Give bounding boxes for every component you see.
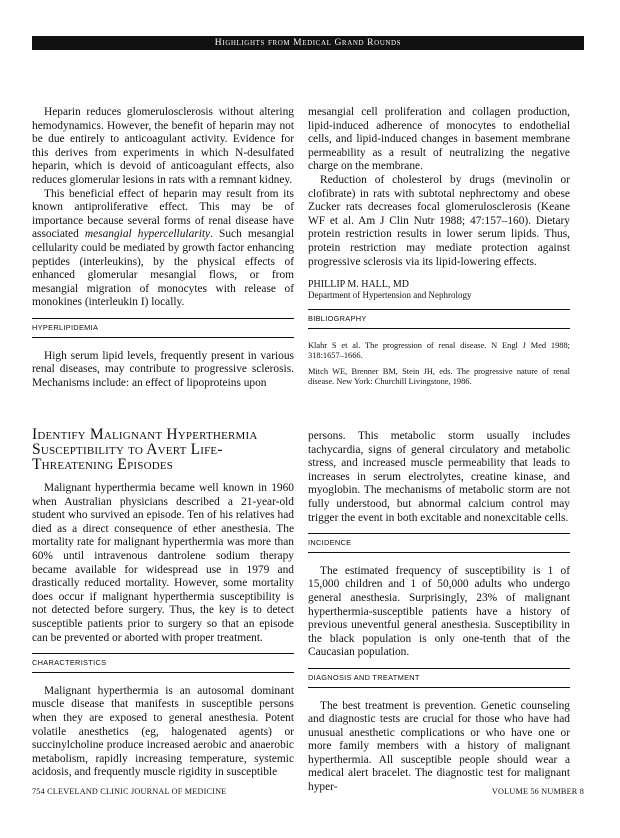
article-title: Identify Malignant Hyperthermia Susceptibility to Avert Life-Threatening Episodes: [32, 426, 258, 473]
reference-item: Klahr S et al. The progression of renal disease. N Engl J Med 1988; 318:1657–1666.: [308, 340, 570, 360]
paragraph: Reduction of cholesterol by drugs (mevinolin or clofibrate) in rats with subtotal nephrectomy and obese Zucker rats decreases focal glomerulosclerosis (Keane WF et al. Am J Clin Nutr 1988; 47:157–160). Dietary protein restriction results in lower serum lipids. Thus, protein restriction may mediate protection against progressive sclerosis via its lipid-lowering effects.: [308, 173, 570, 268]
paragraph: This beneficial effect of heparin may result from its known antiproliferative effect. This may be of importance because several forms of renal disease have associated mesangial hypercellularity. Such mesangial cellularity could be mediated by growth factor enhancing peptides (interleukins), by the physical effects of enhanced glomerular mesangial flows, or from mesangial migration of monocytes with release of monokines (interleukin I) locally.: [32, 187, 295, 309]
top-left-column: [32, 106, 294, 390]
footer-right: VOLUME 56 NUMBER 8: [491, 787, 584, 796]
paragraph: mesangial cell proliferation and collagen production, lipid-induced adherence of monocytes to endothelial cells, and lipid-induced changes in basement membrane permeability as a result of neutralizing the negative charge on the membrane.: [308, 106, 570, 173]
paragraph: Malignant hyperthermia is an autosomal dominant muscle disease that manifests in susceptible persons when they are exposed to general anesthesia. Potent volatile anesthetics (eg, halogenated agents) or succinylcholine produce increased aerobic and anaerobic metabolism, rapidly increasing temperature, systemic acidosis, and frequently muscle rigidity in susceptible: [32, 684, 294, 779]
section-heading-incidence: INCIDENCE: [308, 533, 570, 553]
author-department: Department of Hypertension and Nephrology: [308, 290, 472, 301]
paragraph: The estimated frequency of susceptibility is 1 of 15,000 children and 1 of 50,000 adults who undergo general anesthesia. Surprisingly, 23% of malignant hyperthermia-susceptible patients have a history of previous uneventful general anesthesia. Susceptibility in the black population is only one-tenth that of the Caucasian population.: [308, 564, 570, 659]
paragraph: High serum lipid levels, frequently present in various renal diseases, may contribute to progressive sclerosis. Mechanisms include: an effect of lipoproteins upon: [32, 349, 294, 389]
bottom-left-column: [32, 427, 294, 780]
paragraph: Malignant hyperthermia became well known in 1960 when Australian physicians described a 21-year-old student who survived an episode. Ten of his relatives had died as a direct consequence of ether anesthesia. The mortality rate for malignant hyperthermia was more than 60% until intravenous dantrolene sodium therapy became available for widespread use in 1979 and drastically reduced mortality. However, some mortality does occur if malignant hyperthermia susceptibility is not detected before surgery. Thus, the key is to detect susceptible patients prior to surgery so that an episode can be prevented or aborted with proper treatment.: [32, 482, 294, 644]
bottom-right-column: [308, 430, 570, 795]
author-name: PHILLIP M. HALL, MD: [308, 279, 410, 291]
section-heading-hyperlipidemia: HYPERLIPIDEMIA: [32, 318, 294, 338]
author-block: [308, 279, 570, 301]
section-heading-bibliography: BIBLIOGRAPHY: [308, 309, 570, 329]
emphasis: mesangial hypercellularity: [84, 228, 211, 241]
footer-left: 754 CLEVELAND CLINIC JOURNAL OF MEDICINE: [32, 787, 227, 796]
paragraph: Heparin reduces glomerulosclerosis without altering hemodynamics. However, the benefit of heparin may not be due entirely to anticoagulant activity. Evidence for this derives from experiments in which N-desulfated heparin, which is devoid of anticoagulant effects, also reduces glomerular lesions in rats with a remnant kidney.: [32, 106, 294, 186]
section-heading-diagnosis-treatment: DIAGNOSIS AND TREATMENT: [308, 668, 570, 688]
reference-item: Mitch WE, Brenner BM, Stein JH, eds. The progressive nature of renal disease. New York: Churchill Livingstone, 1986.: [308, 367, 570, 387]
top-right-column: [308, 106, 570, 394]
paragraph: The best treatment is prevention. Genetic counseling and diagnostic tests are crucial for those who have had unusual anesthetic complications or who have one or more family members with a history of malignant hyperthermia. All susceptible people should wear a medical alert bracelet. The diagnostic test for malignant hyper-: [308, 699, 570, 794]
section-banner: Highlights from Medical Grand Rounds: [32, 36, 584, 50]
paragraph: persons. This metabolic storm usually includes tachycardia, signs of general circulatory and metabolic stress, and increased muscle permeability that leads to increases in serum electrolytes, creatine kinase, and myoglobin. The mechanisms of metabolic storm are not fully understood, but abnormal calcium control may trigger the event in both excitable and nonexcitable cells.: [308, 430, 570, 524]
section-heading-characteristics: CHARACTERISTICS: [32, 653, 294, 673]
reference-list: [308, 341, 570, 388]
